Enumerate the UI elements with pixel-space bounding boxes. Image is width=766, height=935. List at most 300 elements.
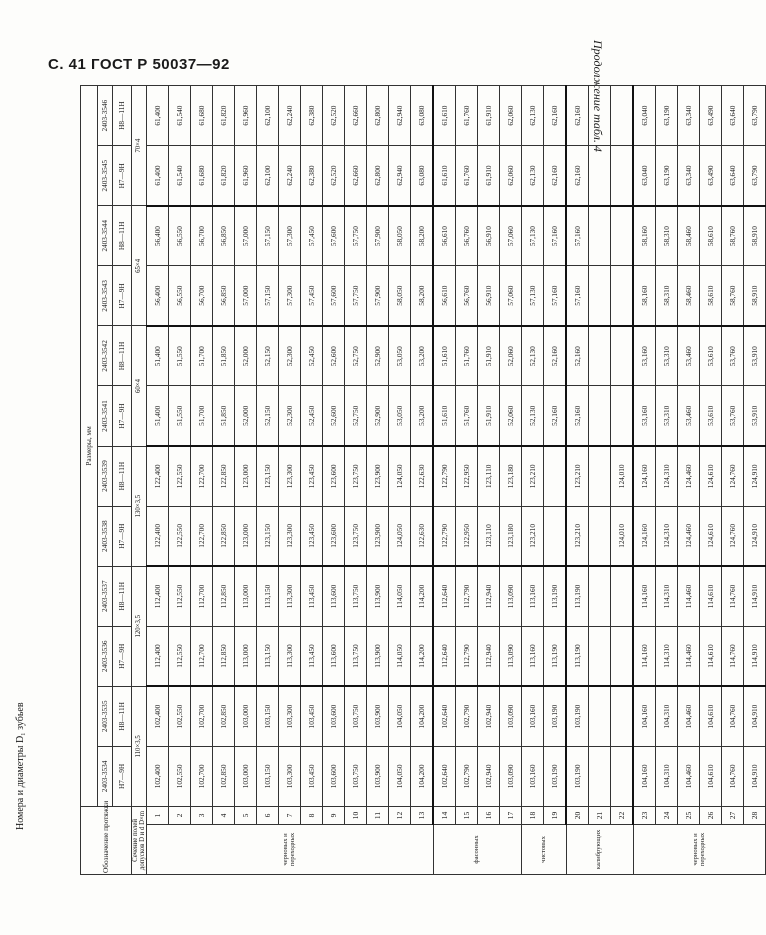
diameter-cell: 53,200 [411, 326, 434, 386]
diameter-cell: 124,050 [389, 506, 411, 566]
diameter-cell: 61,540 [169, 146, 191, 206]
diameter-cell: 124,010 [611, 446, 634, 506]
diameter-cell: 56,610 [433, 266, 456, 326]
tolerance-field: H7—9H [113, 146, 132, 206]
diameter-cell: 114,310 [656, 626, 678, 686]
section-size: 120×3,5 [132, 566, 147, 686]
diameter-cell: 113,000 [235, 626, 257, 686]
broach-code: 2403-3539 [98, 446, 113, 506]
diameter-cell: 53,460 [678, 326, 700, 386]
diameter-cell: 58,460 [678, 266, 700, 326]
diameter-cell: 113,090 [500, 626, 522, 686]
diameter-cell: 63,790 [744, 146, 766, 206]
tolerance-field: H8—11H [113, 326, 132, 386]
diameter-cell: 53,910 [744, 386, 766, 446]
diameter-cell: 114,160 [633, 566, 656, 626]
diameter-cell: 103,190 [566, 746, 589, 806]
tolerance-field: H7—9H [113, 626, 132, 686]
diameter-cell: 113,190 [544, 566, 567, 626]
diameter-cell: 104,910 [744, 746, 766, 806]
diameter-cell: 104,460 [678, 746, 700, 806]
diameter-cell [611, 86, 634, 146]
diameter-cell: 62,380 [301, 146, 323, 206]
table-row [722, 86, 744, 875]
diameter-cell: 57,150 [257, 206, 279, 266]
diameter-cell: 57,160 [544, 206, 567, 266]
diameter-cell: 57,000 [235, 266, 257, 326]
table-continuation-caption: Продолжение табл. 4 [591, 40, 605, 152]
diameter-cell: 57,130 [522, 266, 544, 326]
diameter-cell: 124,760 [722, 506, 744, 566]
diameter-cell: 61,610 [433, 86, 456, 146]
diameter-cell: 104,160 [633, 746, 656, 806]
diameter-cell: 114,760 [722, 566, 744, 626]
diameter-cell: 113,090 [500, 566, 522, 626]
diameter-cell: 62,940 [389, 146, 411, 206]
diameter-cell: 103,160 [522, 746, 544, 806]
section-size: 130×3,5 [132, 446, 147, 566]
diameter-cell: 114,310 [656, 566, 678, 626]
diameter-cell: 58,910 [744, 266, 766, 326]
diameter-cell: 62,100 [257, 86, 279, 146]
diameter-cell: 104,310 [656, 686, 678, 746]
table-row [522, 86, 544, 875]
teeth-caption: Номера и диаметры D₁ зубьев [15, 702, 26, 830]
tooth-number: 7 [279, 806, 301, 824]
table-row [257, 86, 279, 875]
diameter-cell: 52,900 [367, 326, 389, 386]
diameter-cell: 62,160 [544, 86, 567, 146]
table-row [700, 86, 722, 875]
tolerance-field: H7—9H [113, 506, 132, 566]
diameter-cell: 113,900 [367, 566, 389, 626]
diameter-cell: 53,200 [411, 386, 434, 446]
diameter-cell: 123,210 [522, 446, 544, 506]
diameter-cell: 51,700 [191, 326, 213, 386]
diameter-cell: 102,700 [191, 686, 213, 746]
diameter-cell: 57,060 [500, 266, 522, 326]
tooth-number: 20 [566, 806, 589, 824]
tooth-number: 2 [169, 806, 191, 824]
broach-code: 2403-3535 [98, 686, 113, 746]
tolerance-field: H8—11H [113, 86, 132, 146]
diameter-cell [611, 746, 634, 806]
diameter-cell [611, 206, 634, 266]
tolerance-field: H7—9H [113, 266, 132, 326]
diameter-cell: 112,940 [478, 566, 500, 626]
diameter-cell: 62,800 [367, 86, 389, 146]
tooth-number: 10 [345, 806, 367, 824]
diameter-cell: 58,160 [633, 266, 656, 326]
diameter-cell: 102,400 [147, 746, 169, 806]
diameter-cell: 51,550 [169, 386, 191, 446]
diameter-cell: 122,950 [456, 506, 478, 566]
diameter-cell: 63,190 [656, 86, 678, 146]
diameter-cell: 124,050 [389, 446, 411, 506]
diameter-cell: 58,200 [411, 266, 434, 326]
diameter-cell: 124,460 [678, 506, 700, 566]
diameter-cell: 114,050 [389, 626, 411, 686]
diameter-cell: 113,600 [323, 626, 345, 686]
diameter-cell: 122,700 [191, 506, 213, 566]
diameter-cell: 62,660 [345, 86, 367, 146]
tooth-number: 21 [589, 806, 611, 824]
diameter-cell [611, 686, 634, 746]
broach-code: 2403-3534 [98, 746, 113, 806]
diameter-cell: 52,160 [566, 386, 589, 446]
table-row [323, 86, 345, 875]
diameter-cell: 123,300 [279, 446, 301, 506]
diameter-cell: 58,610 [700, 206, 722, 266]
diameter-cell: 103,900 [367, 746, 389, 806]
diameter-cell: 122,950 [456, 446, 478, 506]
tooth-number: 18 [522, 806, 544, 824]
diameter-cell: 102,640 [433, 746, 456, 806]
diameter-cell: 114,460 [678, 626, 700, 686]
diameter-cell: 63,490 [700, 146, 722, 206]
diameter-cell: 122,550 [169, 446, 191, 506]
table-row [678, 86, 700, 875]
diameter-cell: 123,000 [235, 506, 257, 566]
diameter-cell: 51,910 [478, 386, 500, 446]
diameter-cell: 102,700 [191, 746, 213, 806]
diameter-cell: 52,750 [345, 326, 367, 386]
diameter-cell: 122,550 [169, 506, 191, 566]
diameter-cell: 57,160 [566, 206, 589, 266]
diameter-cell: 112,940 [478, 626, 500, 686]
dimensions-caption: Размеры, мм [81, 86, 98, 807]
diameter-cell: 62,100 [257, 146, 279, 206]
diameter-cell: 63,340 [678, 86, 700, 146]
diameter-cell: 56,760 [456, 266, 478, 326]
diameter-cell: 57,750 [345, 266, 367, 326]
diameter-cell: 53,050 [389, 386, 411, 446]
tolerance-field: H8—11H [113, 446, 132, 506]
diameter-cell: 62,800 [367, 146, 389, 206]
diameter-cell: 124,010 [611, 506, 634, 566]
diameter-cell: 61,680 [191, 146, 213, 206]
diameter-cell: 58,760 [722, 266, 744, 326]
diameter-cell: 103,190 [566, 686, 589, 746]
diameter-cell: 113,450 [301, 626, 323, 686]
table-row [389, 86, 411, 875]
diameter-cell: 62,130 [522, 86, 544, 146]
diameter-cell: 113,150 [257, 626, 279, 686]
diameter-cell: 56,760 [456, 206, 478, 266]
diameter-cell: 53,760 [722, 326, 744, 386]
tolerance-field: H8—11H [113, 206, 132, 266]
diameter-cell: 113,600 [323, 566, 345, 626]
diameter-cell: 58,610 [700, 266, 722, 326]
broach-code: 2403-3537 [98, 566, 113, 626]
table-row [456, 86, 478, 875]
diameter-cell: 103,090 [500, 686, 522, 746]
diameter-cell: 102,790 [456, 746, 478, 806]
diameter-cell: 57,150 [257, 266, 279, 326]
diameter-cell: 103,000 [235, 686, 257, 746]
diameter-cell: 62,060 [500, 86, 522, 146]
diameter-cell: 51,850 [213, 326, 235, 386]
diameter-cell: 113,160 [522, 626, 544, 686]
diameter-cell: 57,750 [345, 206, 367, 266]
diameter-cell: 57,900 [367, 206, 389, 266]
diameter-cell: 52,060 [500, 326, 522, 386]
diameter-cell: 52,600 [323, 326, 345, 386]
tooth-number: 8 [301, 806, 323, 824]
diameter-cell: 113,300 [279, 566, 301, 626]
diameter-cell: 124,760 [722, 446, 744, 506]
diameter-cell: 58,460 [678, 206, 700, 266]
diameter-cell: 114,460 [678, 566, 700, 626]
diameter-cell: 112,400 [147, 566, 169, 626]
diameter-cell: 114,910 [744, 566, 766, 626]
diameter-cell: 113,190 [566, 566, 589, 626]
diameter-cell: 103,900 [367, 686, 389, 746]
diameter-cell: 57,450 [301, 206, 323, 266]
diameter-cell: 62,130 [522, 146, 544, 206]
diameter-cell: 51,550 [169, 326, 191, 386]
dim-label: D×m [139, 810, 147, 825]
tooth-number: 14 [433, 806, 456, 824]
diameter-cell: 57,600 [323, 206, 345, 266]
diameter-cell: 103,600 [323, 686, 345, 746]
diameter-cell: 123,750 [345, 506, 367, 566]
diameter-cell: 113,160 [522, 566, 544, 626]
diameter-cell [611, 326, 634, 386]
tooth-number: 4 [213, 806, 235, 824]
tooth-number: 15 [456, 806, 478, 824]
diameter-cell: 123,600 [323, 446, 345, 506]
diameter-cell: 52,160 [544, 326, 567, 386]
diameter-cell: 62,160 [544, 146, 567, 206]
diameter-cell: 112,550 [169, 626, 191, 686]
tooth-number: 17 [500, 806, 522, 824]
diameter-cell: 113,000 [235, 566, 257, 626]
diameter-cell: 53,160 [633, 386, 656, 446]
diameter-cell [544, 506, 567, 566]
diameter-cell: 57,160 [566, 266, 589, 326]
table-row [235, 86, 257, 875]
diameter-cell: 123,300 [279, 506, 301, 566]
diameter-cell: 57,130 [522, 206, 544, 266]
diameter-cell: 61,610 [433, 146, 456, 206]
diameter-cell: 56,400 [147, 206, 169, 266]
diameter-cell: 56,700 [191, 266, 213, 326]
diameter-cell: 52,150 [257, 386, 279, 446]
diameter-cell: 102,850 [213, 746, 235, 806]
diameter-cell: 112,850 [213, 566, 235, 626]
diameter-cell: 62,240 [279, 146, 301, 206]
diameter-cell: 103,450 [301, 686, 323, 746]
section-size: 110×3,5 [132, 686, 147, 806]
diameter-cell: 57,300 [279, 266, 301, 326]
designation-header: Обозначение протяжки [81, 806, 132, 874]
tolerance-field: H8—11H [113, 566, 132, 626]
diameter-cell: 124,610 [700, 446, 722, 506]
diameter-cell: 124,310 [656, 446, 678, 506]
diameter-cell: 51,700 [191, 386, 213, 446]
tooth-number: 26 [700, 806, 722, 824]
diameter-cell: 51,760 [456, 326, 478, 386]
diameter-cell: 56,700 [191, 206, 213, 266]
tooth-number: 3 [191, 806, 213, 824]
tolerance-field: H7—9H [113, 746, 132, 806]
page-number: С. 41 [48, 56, 87, 73]
diameter-cell: 103,450 [301, 746, 323, 806]
diameter-cell: 114,610 [700, 626, 722, 686]
diameter-cell: 52,600 [323, 386, 345, 446]
teeth-group-label: чистовых [522, 824, 567, 874]
diameter-cell: 61,820 [213, 146, 235, 206]
diameter-cell: 52,300 [279, 386, 301, 446]
diameter-cell: 57,000 [235, 206, 257, 266]
diameter-cell: 61,820 [213, 86, 235, 146]
diameter-cell: 61,960 [235, 86, 257, 146]
tooth-number: 13 [411, 806, 434, 824]
table-row [301, 86, 323, 875]
diameter-cell: 123,210 [522, 506, 544, 566]
table-row [589, 86, 611, 875]
diameter-cell: 112,790 [456, 566, 478, 626]
diameter-cell: 58,310 [656, 206, 678, 266]
diameter-cell: 124,460 [678, 446, 700, 506]
diameter-cell: 58,050 [389, 266, 411, 326]
diameter-cell: 123,210 [566, 506, 589, 566]
diameter-cell [589, 326, 611, 386]
table-row [656, 86, 678, 875]
diameter-cell: 114,610 [700, 566, 722, 626]
diameter-cell: 103,190 [544, 686, 567, 746]
diameter-cell: 104,910 [744, 686, 766, 746]
diameter-cell: 104,760 [722, 686, 744, 746]
diameter-cell: 123,110 [478, 506, 500, 566]
table-row [279, 86, 301, 875]
diameter-cell: 63,490 [700, 86, 722, 146]
diameter-cell [589, 626, 611, 686]
diameter-cell: 52,750 [345, 386, 367, 446]
diameter-cell: 58,310 [656, 266, 678, 326]
diameter-cell: 102,640 [433, 686, 456, 746]
diameter-cell: 61,680 [191, 86, 213, 146]
teeth-group-label: черновых и переходных [147, 824, 434, 874]
diameter-cell: 53,460 [678, 386, 700, 446]
diameter-cell: 58,160 [633, 206, 656, 266]
diameter-cell: 102,940 [478, 746, 500, 806]
diameter-cell: 63,040 [633, 86, 656, 146]
table-row [367, 86, 389, 875]
diameter-cell [611, 626, 634, 686]
tooth-number: 19 [544, 806, 567, 824]
tolerance-field: H7—9H [113, 386, 132, 446]
table-row [744, 86, 766, 875]
diameter-cell: 57,060 [500, 206, 522, 266]
diameter-cell [611, 566, 634, 626]
broach-code: 2403-3544 [98, 206, 113, 266]
diameter-cell: 62,940 [389, 86, 411, 146]
diameter-cell: 52,060 [500, 386, 522, 446]
diameter-cell: 104,460 [678, 686, 700, 746]
diameter-cell: 123,900 [367, 446, 389, 506]
diameter-cell: 61,400 [147, 146, 169, 206]
diameter-cell: 53,760 [722, 386, 744, 446]
diameter-cell [611, 266, 634, 326]
diameter-cell: 123,110 [478, 446, 500, 506]
diameter-cell: 104,050 [389, 686, 411, 746]
broach-diameters-table [80, 85, 766, 875]
diameter-cell [589, 146, 611, 206]
diameter-cell [611, 386, 634, 446]
table-row [411, 86, 434, 875]
diameter-cell: 53,610 [700, 326, 722, 386]
diameter-cell: 62,520 [323, 146, 345, 206]
diameter-cell: 52,150 [257, 326, 279, 386]
table-row [169, 86, 191, 875]
diameter-cell [544, 446, 567, 506]
diameter-cell: 63,790 [744, 86, 766, 146]
diameter-cell: 52,450 [301, 386, 323, 446]
diameter-cell [589, 506, 611, 566]
diameter-cell: 53,050 [389, 326, 411, 386]
diameter-cell: 56,910 [478, 206, 500, 266]
teeth-group-label: фасонных [433, 824, 522, 874]
diameter-cell: 122,400 [147, 446, 169, 506]
diameter-cell: 104,160 [633, 686, 656, 746]
diameter-cell: 56,400 [147, 266, 169, 326]
diameter-cell: 113,190 [566, 626, 589, 686]
diameter-cell: 122,850 [213, 446, 235, 506]
diameter-cell: 114,760 [722, 626, 744, 686]
table-row [433, 86, 456, 875]
diameter-cell: 61,540 [169, 86, 191, 146]
broach-code: 2403-3542 [98, 326, 113, 386]
diameter-cell: 112,700 [191, 626, 213, 686]
diameter-cell: 123,750 [345, 446, 367, 506]
diameter-cell: 104,200 [411, 686, 434, 746]
diameter-cell: 51,760 [456, 386, 478, 446]
diameter-cell: 51,400 [147, 386, 169, 446]
diameter-cell: 52,130 [522, 326, 544, 386]
diameter-cell: 63,640 [722, 146, 744, 206]
diameter-cell: 51,610 [433, 386, 456, 446]
diameter-cell: 104,310 [656, 746, 678, 806]
diameter-cell: 56,550 [169, 206, 191, 266]
tooth-number: 22 [611, 806, 634, 824]
table-row [345, 86, 367, 875]
diameter-cell: 58,050 [389, 206, 411, 266]
diameter-cell: 103,150 [257, 686, 279, 746]
diameter-cell: 112,700 [191, 566, 213, 626]
diameter-cell: 114,050 [389, 566, 411, 626]
diameter-cell: 113,150 [257, 566, 279, 626]
diameter-cell: 122,790 [433, 446, 456, 506]
diameter-cell: 104,760 [722, 746, 744, 806]
diameter-cell: 124,310 [656, 506, 678, 566]
diameter-cell: 113,300 [279, 626, 301, 686]
diameter-cell: 124,160 [633, 506, 656, 566]
diameter-cell: 122,400 [147, 506, 169, 566]
broach-code: 2403-3541 [98, 386, 113, 446]
diameter-cell: 123,450 [301, 446, 323, 506]
diameter-cell: 63,040 [633, 146, 656, 206]
tooth-number: 1 [147, 806, 169, 824]
standard-number: ГОСТ Р 50037—92 [91, 56, 230, 73]
diameter-cell: 52,300 [279, 326, 301, 386]
tolerance-field: H8—11H [113, 686, 132, 746]
tooth-number: 5 [235, 806, 257, 824]
diameter-cell: 104,610 [700, 686, 722, 746]
diameter-cell: 62,240 [279, 86, 301, 146]
diameter-cell: 57,600 [323, 266, 345, 326]
